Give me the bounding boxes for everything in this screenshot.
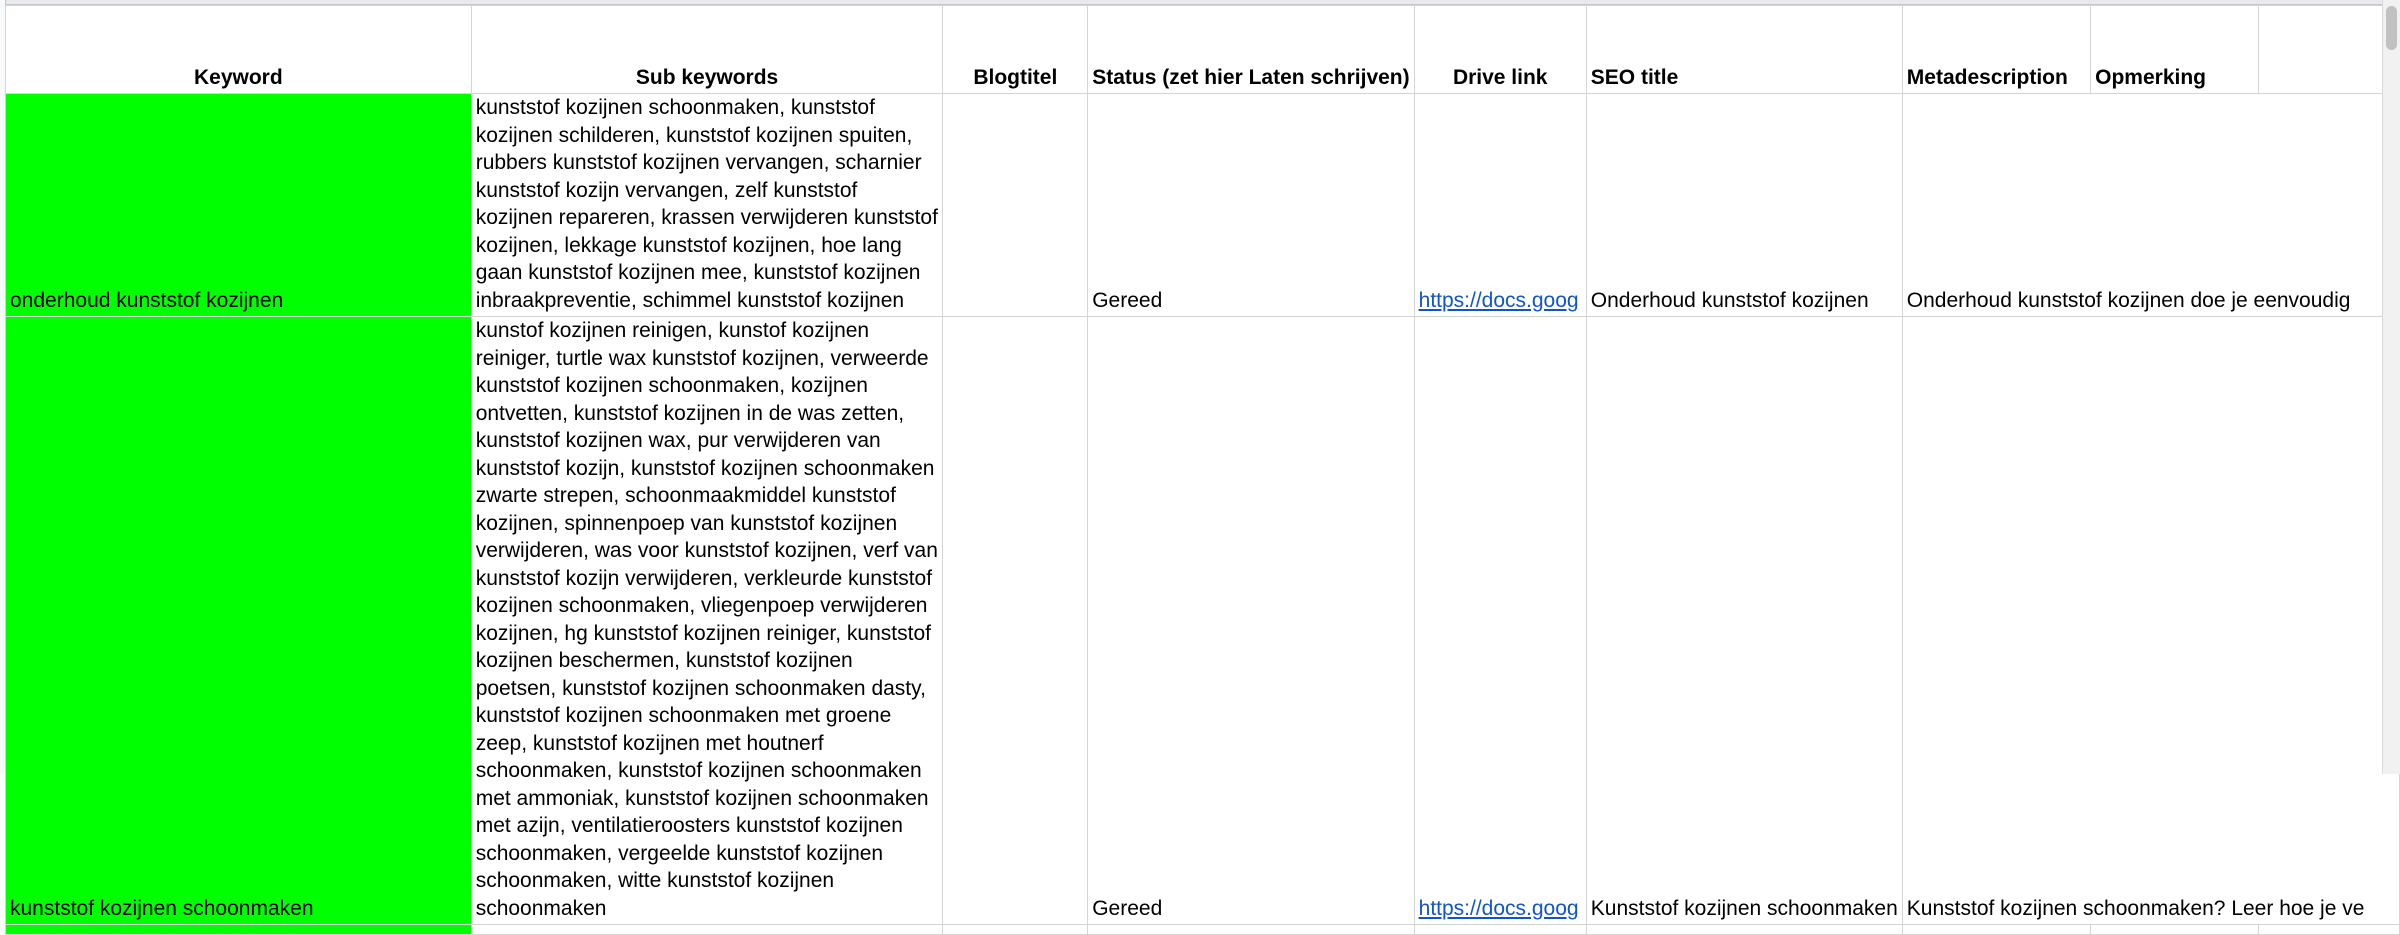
drive-link-cell[interactable] (1414, 317, 1586, 925)
metadescription-cell[interactable]: Onderhoud kunststof kozijnen doe je eenvoudig (1902, 94, 2399, 317)
keyword-cell[interactable]: kunststof kozijnen schoonmaken (6, 317, 472, 925)
empty-cell[interactable] (2258, 925, 2399, 935)
seo-title-cell[interactable] (1586, 925, 1902, 935)
status-cell[interactable] (1088, 925, 1414, 935)
drive-link[interactable]: https://docs.goog (1418, 896, 1579, 920)
header-empty-cell[interactable] (2258, 6, 2399, 94)
opmerking-cell[interactable] (2091, 925, 2259, 935)
drive-link-cell[interactable] (1414, 94, 1586, 317)
header-sub-keywords[interactable]: Sub keywords (471, 6, 943, 94)
header-blogtitel[interactable]: Blogtitel (943, 6, 1088, 94)
metadescription-cell[interactable]: Kunststof kozijnen schoonmaken? Leer hoe je ve (1902, 317, 2399, 925)
seo-title-cell[interactable]: Onderhoud kunststof kozijnen (1586, 94, 1902, 317)
status-cell[interactable]: Gereed (1088, 317, 1414, 925)
keyword-cell[interactable] (6, 925, 472, 935)
metadescription-cell[interactable] (1902, 925, 2090, 935)
vertical-scrollbar[interactable] (2382, 0, 2400, 774)
blogtitel-cell[interactable] (943, 925, 1088, 935)
table-row (6, 317, 2400, 925)
header-seo-title[interactable]: SEO title (1586, 6, 1902, 94)
blogtitel-cell[interactable] (943, 94, 1088, 317)
table-row (6, 94, 2400, 317)
sub-keywords-cell[interactable]: kunstof kozijnen reinigen, kunstof kozijnen reiniger, turtle wax kunststof kozijnen, verweerde kunststof kozijnen schoonmaken, kozijnen ontvetten, kunststof kozijnen in de was zetten, kunststof kozijnen wax, pur verwijderen van kunststof kozijn, kunststof kozijnen schoonmaken zwarte strepen, schoonmaakmiddel kunststof kozijnen, spinnenpoep van kunststof kozijnen verwijderen, was voor kunststof kozijnen, verf van kunststof kozijn verwijderen, verkleurde kunststof kozijnen schoonmaken, vliegenpoep verwijderen kozijnen, hg kunststof kozijnen reiniger, kunststof kozijnen beschermen, kunststof kozijnen poetsen, kunststof kozijnen schoonmaken dasty, kunststof kozijnen schoonmaken met groene zeep, kunststof kozijnen met houtnerf schoonmaken, kunststof kozijnen schoonmaken met ammoniak, kunststof kozijnen schoonmaken met azijn, ventilatieroosters kunststof kozijnen schoonmaken, vergeelde kunststof kozijnen schoonmaken, witte kunststof kozijnen schoonmaken (471, 317, 943, 925)
sheet-grid (5, 5, 2400, 935)
status-cell[interactable]: Gereed (1088, 94, 1414, 317)
header-metadescription[interactable]: Metadescription (1902, 6, 2090, 94)
header-opmerking[interactable]: Opmerking (2091, 6, 2259, 94)
table-row (6, 925, 2400, 935)
sub-keywords-cell[interactable]: kunststof kozijnen schoonmaken, kunststof kozijnen schilderen, kunststof kozijnen spuiten, rubbers kunststof kozijnen vervangen, scharnier kunststof kozijn vervangen, zelf kunststof kozijnen repareren, krassen verwijderen kunststof kozijnen, lekkage kunststof kozijnen, hoe lang gaan kunststof kozijnen mee, kunststof kozijnen inbraakpreventie, schimmel kunststof kozijnen (471, 94, 943, 317)
header-row (6, 6, 2400, 94)
drive-link-cell[interactable] (1414, 925, 1586, 935)
scrollbar-thumb[interactable] (2386, 6, 2397, 50)
header-status[interactable]: Status (zet hier Laten schrijven) (1088, 6, 1414, 94)
header-drive-link[interactable]: Drive link (1414, 6, 1586, 94)
blogtitel-cell[interactable] (943, 317, 1088, 925)
sub-keywords-cell[interactable] (471, 925, 943, 935)
header-keyword[interactable]: Keyword (6, 6, 472, 94)
drive-link[interactable]: https://docs.goog (1418, 288, 1579, 312)
keyword-cell[interactable]: onderhoud kunststof kozijnen (6, 94, 472, 317)
seo-title-cell[interactable]: Kunststof kozijnen schoonmaken (1586, 317, 1902, 925)
